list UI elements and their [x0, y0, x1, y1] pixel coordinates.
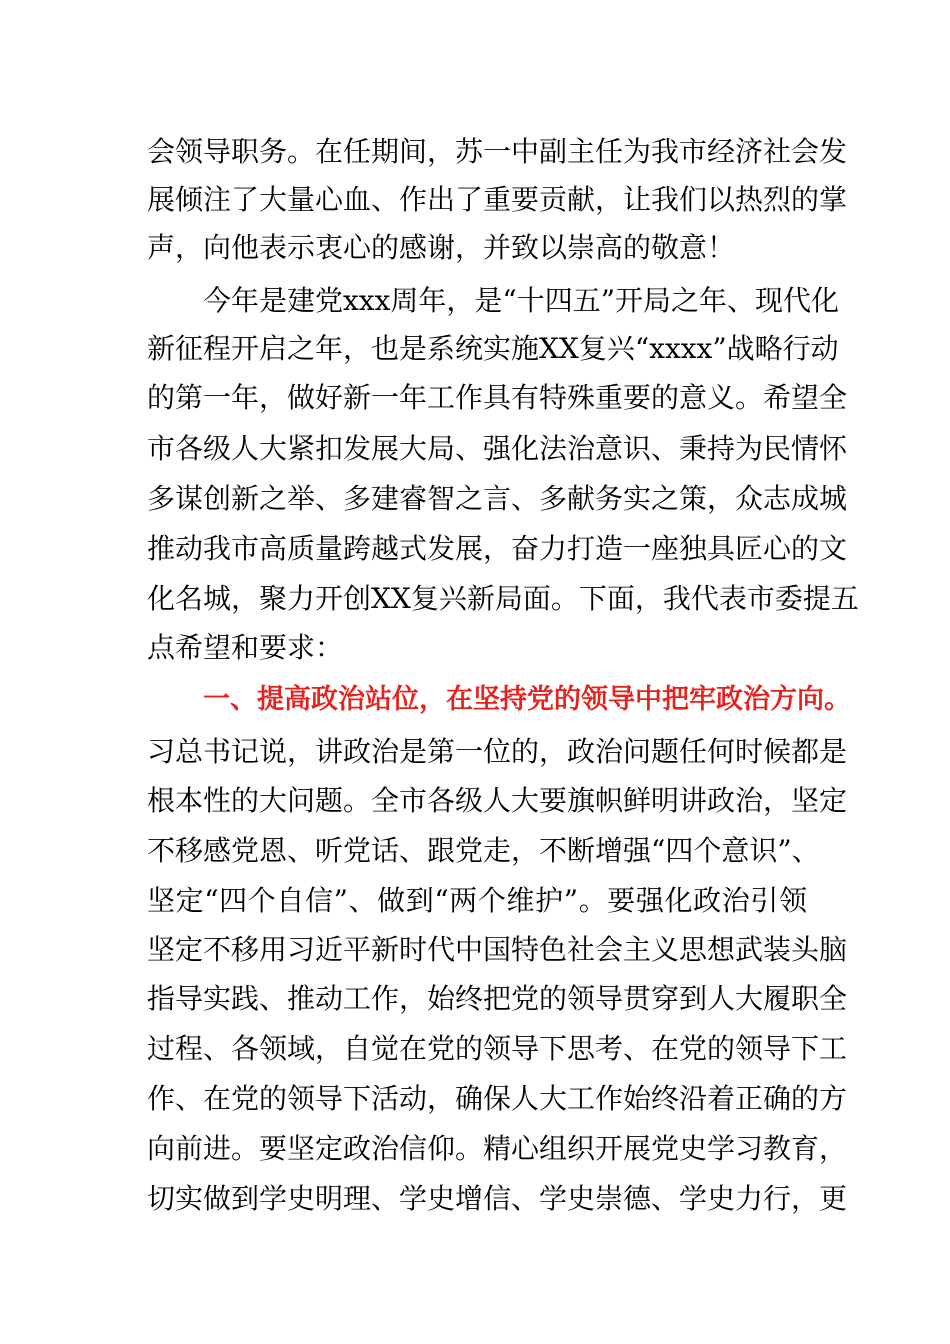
section-heading: 一、提高政治站位，在坚持党的领导中把牢政治方向。: [203, 684, 851, 715]
text-line: 不移感党恩、听党话、跟党走，不断增强“四个意识”、: [147, 834, 820, 867]
text-line: 市各级人大紧扣发展大局、强化法治意识、秉持为民情怀: [147, 432, 848, 465]
text-line: 习总书记说，讲政治是第一位的，政治问题任何时候都是: [147, 735, 848, 768]
text-line: 今年是建党xxx周年，是“十四五”开局之年、现代化: [203, 284, 840, 317]
text-line: 推动我市高质量跨越式发展，奋力打造一座独具匠心的文: [147, 532, 848, 565]
text-line: 展倾注了大量心血、作出了重要贡献，让我们以热烈的掌: [147, 183, 848, 216]
text-line: 坚定“四个自信”、做到“两个维护”。要强化政治引领: [147, 884, 807, 917]
text-line: 作、在党的领导下活动，确保人大工作始终沿着正确的方: [147, 1082, 848, 1115]
text-line: 坚定不移用习近平新时代中国特色社会主义思想武装头脑: [147, 933, 848, 966]
text-line: 点希望和要求：: [147, 631, 344, 664]
text-line: 向前进。要坚定政治信仰。精心组织开展党史学习教育，: [147, 1132, 848, 1165]
text-line: 根本性的大问题。全市各级人大要旗帜鲜明讲政治，坚定: [147, 784, 848, 817]
text-line: 指导实践、推动工作，始终把党的领导贯穿到人大履职全: [147, 982, 848, 1015]
text-line: 声，向他表示衷心的感谢，并致以崇高的敬意！: [147, 231, 736, 264]
text-line: 化名城，聚力开创XX复兴新局面。下面，我代表市委提五: [147, 582, 859, 615]
text-line: 新征程开启之年，也是系统实施XX复兴“xxxx”战略行动: [147, 332, 839, 365]
text-line: 多谋创新之举、多建睿智之言、多献务实之策，众志成城: [147, 482, 848, 515]
text-line: 切实做到学史明理、学史增信、学史崇德、学史力行，更: [147, 1182, 848, 1215]
text-line: 的第一年，做好新一年工作具有特殊重要的意义。希望全: [147, 381, 848, 414]
text-line: 过程、各领域，自觉在党的领导下思考、在党的领导下工: [147, 1032, 848, 1065]
text-line: 会领导职务。在任期间，苏一中副主任为我市经济社会发: [147, 135, 848, 168]
